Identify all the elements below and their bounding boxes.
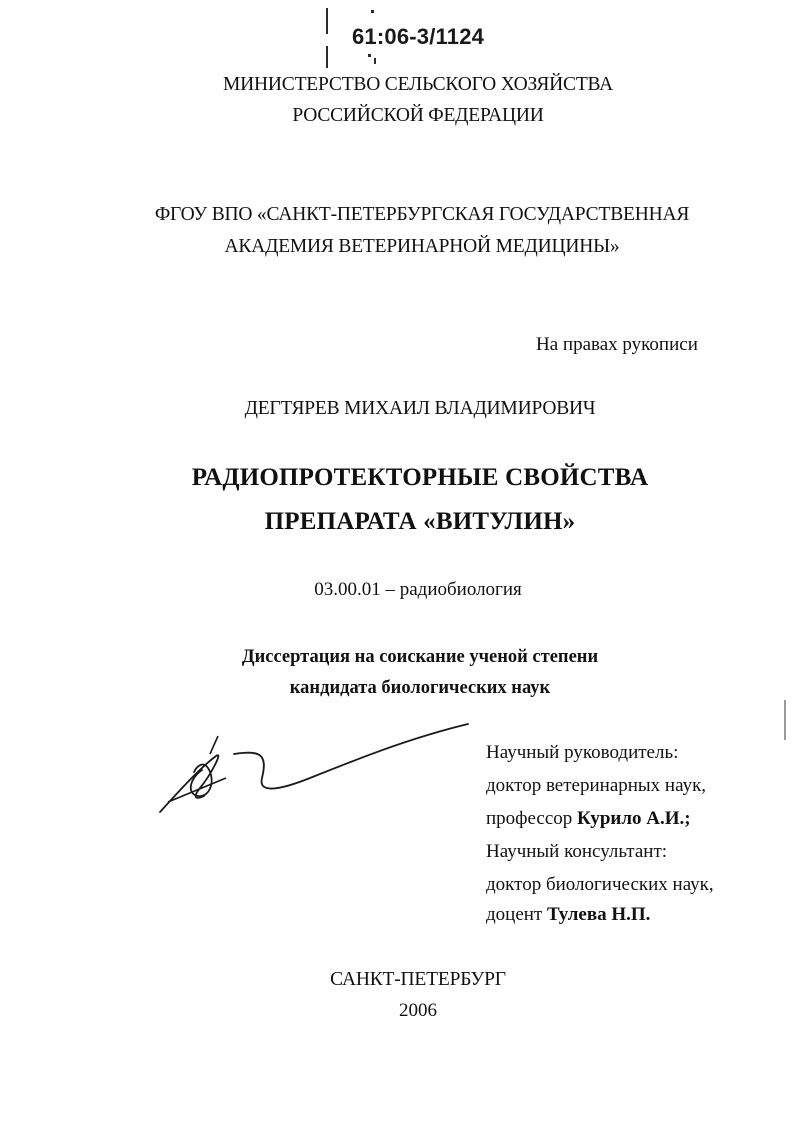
author-name: ДЕГТЯРЕВ МИХАИЛ ВЛАДИМИРОВИЧ (244, 398, 596, 419)
author-signature (150, 716, 480, 826)
institution-line-2: АКАДЕМИЯ ВЕТЕРИНАРНОЙ МЕДИЦИНЫ» (224, 236, 620, 257)
scan-mark-top-left-lower (326, 46, 328, 68)
degree-line-2: кандидата биологических наук (289, 678, 551, 698)
supervisor-label: Научный руководитель: (486, 742, 679, 763)
supervisor-line (486, 808, 691, 830)
ministry-line-1: МИНИСТЕРСТВО СЕЛЬСКОГО ХОЗЯЙСТВА (223, 74, 613, 95)
supervisor-name: Курило А.И.; (577, 808, 691, 829)
institution-line-1: ФГОУ ВПО «САНКТ-ПЕТЕРБУРГСКАЯ ГОСУДАРСТВЕННАЯ (154, 204, 690, 225)
consultant-title: доцент (486, 904, 543, 925)
consultant-degree: доктор биологических наук, (486, 874, 714, 895)
degree-line-1: Диссертация на соискание ученой степени (241, 647, 599, 667)
supervisor-degree: доктор ветеринарных наук, (486, 775, 707, 796)
ministry-line-2: РОССИЙСКОЙ ФЕДЕРАЦИИ (292, 105, 544, 126)
supervisor-title: профессор (486, 808, 573, 829)
consultant-label: Научный консультант: (486, 841, 668, 862)
scan-dot-3 (374, 58, 376, 64)
consultant-name: Тулева Н.П. (547, 904, 651, 925)
scan-dot-2 (368, 54, 371, 57)
city: САНКТ-ПЕТЕРБУРГ (330, 969, 506, 990)
specialty-code: 03.00.01 – радиобиология (314, 579, 522, 600)
dissertation-title-line-2: ПРЕПАРАТА «ВИТУЛИН» (264, 508, 576, 535)
dissertation-title-line-1: РАДИОПРОТЕКТОРНЫЕ СВОЙСТВА (191, 464, 649, 491)
consultant-line (486, 904, 650, 926)
scan-mark-right-edge (784, 700, 786, 740)
manuscript-note: На правах рукописи (536, 334, 698, 355)
scan-mark-top-left (326, 8, 328, 34)
scan-dot-1 (371, 10, 374, 13)
library-stamp-code: 61:06-3/1124 (352, 24, 485, 49)
year: 2006 (399, 1000, 437, 1021)
